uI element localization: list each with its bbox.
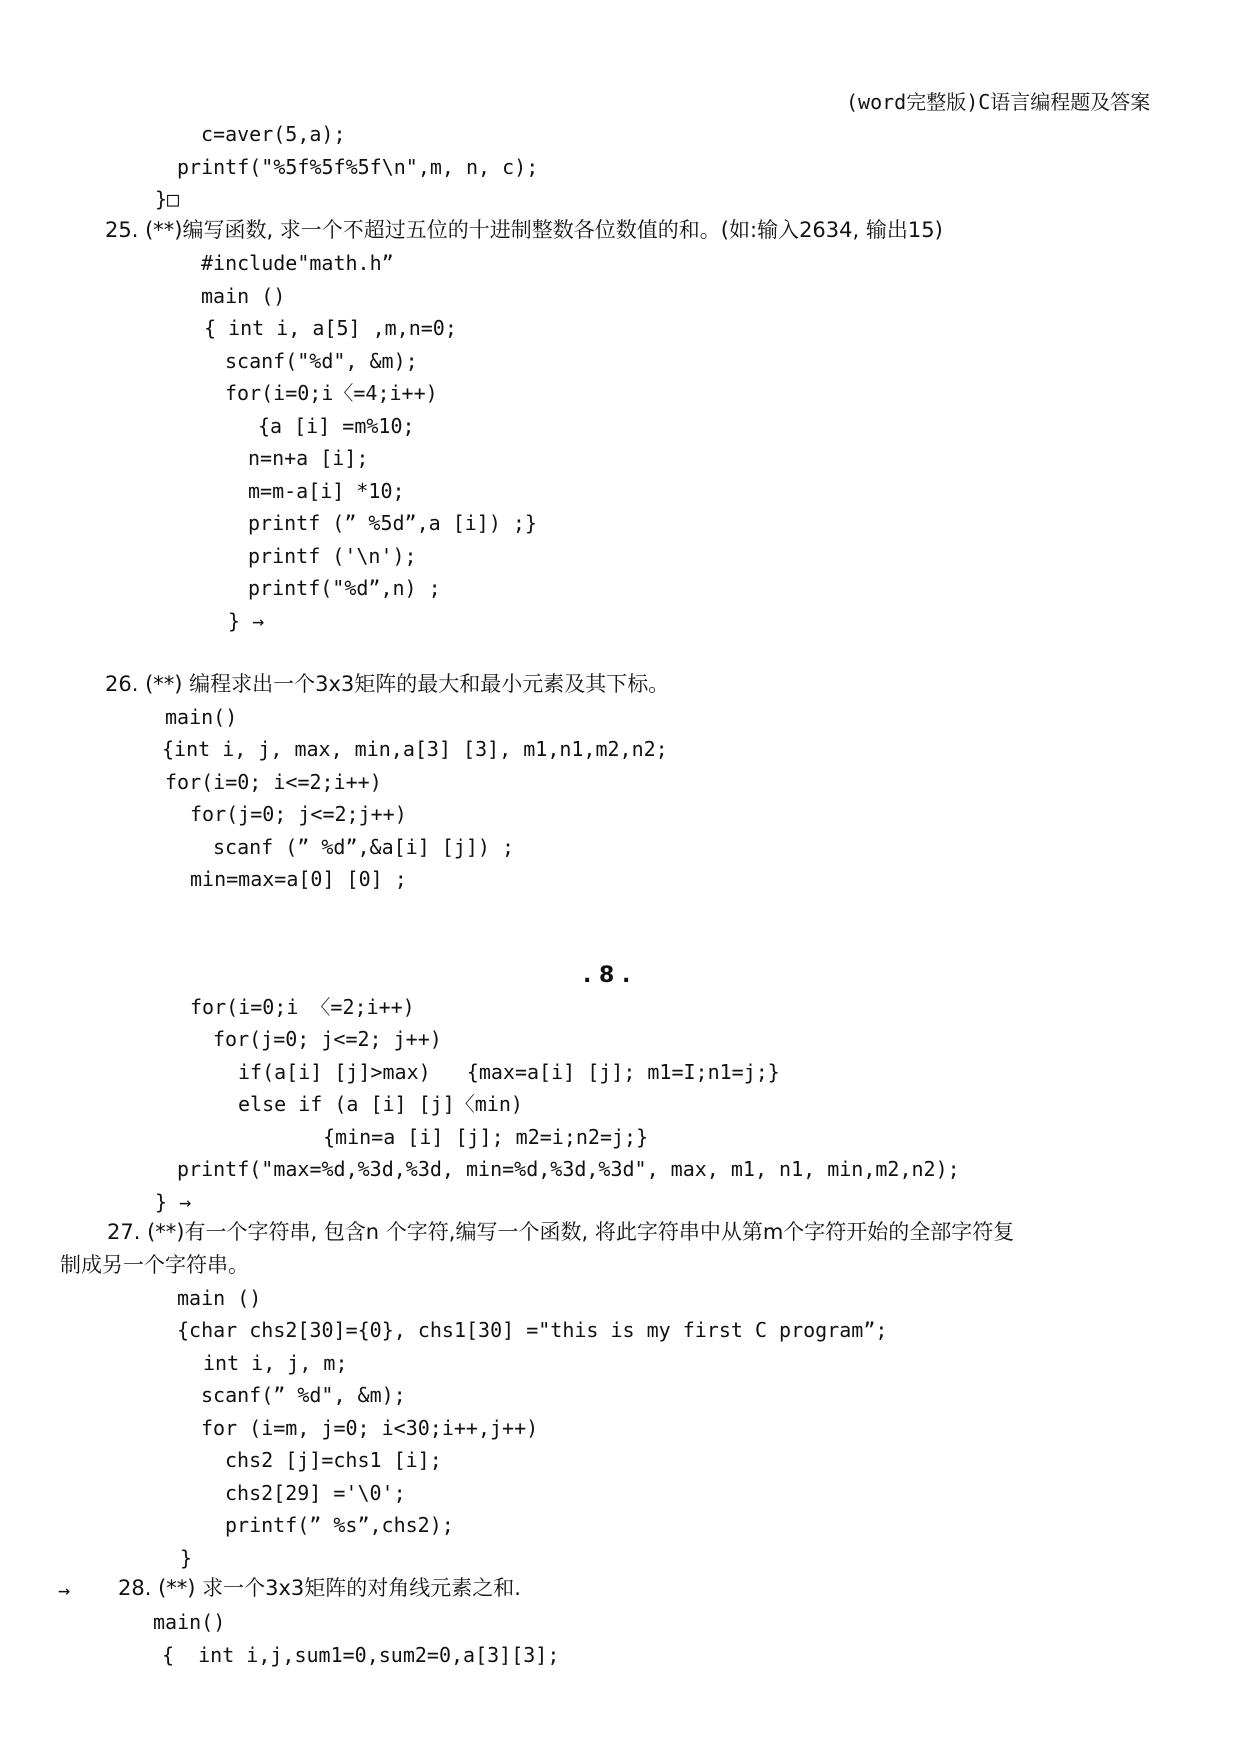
- code-line: main(): [165, 705, 238, 729]
- code-line: main (): [201, 284, 286, 308]
- code-line: scanf (” %d”,&a[i] [j]) ;: [213, 835, 515, 859]
- code-line: printf("%5f%5f%5f\n",m, n, c);: [177, 155, 539, 179]
- code-line: } →: [228, 609, 265, 633]
- code-line: if(a[i] [j]>max) {max=a[i] [j]; m1=I;n1=j;}: [238, 1060, 780, 1084]
- code-line: scanf(” %d", &m);: [201, 1383, 406, 1407]
- code-line: for (i=m, j=0; i<30;i++,j++): [201, 1416, 539, 1440]
- code-line: chs2 [j]=chs1 [i];: [225, 1448, 442, 1472]
- code-line: c=aver(5,a);: [201, 122, 346, 146]
- question-28: 28. (**) 求一个3x3矩阵的对角线元素之和.: [118, 1576, 521, 1600]
- code-line: main (): [177, 1286, 262, 1310]
- code-line: n=n+a [i];: [248, 446, 369, 470]
- code-line: min=max=a[0] [0] ;: [190, 867, 407, 891]
- question-27-line2: 制成另一个字符串。: [60, 1253, 249, 1277]
- code-line: chs2[29] ='\0';: [225, 1481, 406, 1505]
- code-line: scanf("%d", &m);: [225, 349, 418, 373]
- code-line: {int i, j, max, min,a[3] [3], m1,n1,m2,n2;: [162, 737, 668, 761]
- code-line: printf("max=%d,%3d,%3d, min=%d,%3d,%3d", max, m1, n1, min,m2,n2);: [177, 1157, 960, 1181]
- code-line: #include"math.h”: [201, 251, 394, 275]
- code-line: else if (a [i] [j]〈min): [238, 1092, 523, 1116]
- code-line: }□: [155, 187, 180, 211]
- code-line: main(): [153, 1610, 226, 1634]
- arrow-mark: →: [58, 1578, 71, 1602]
- code-line: printf ('\n');: [248, 544, 417, 568]
- code-line: {min=a [i] [j]; m2=i;n2=j;}: [323, 1125, 649, 1149]
- code-line: } →: [155, 1190, 192, 1214]
- code-line: int i, j, m;: [203, 1351, 348, 1375]
- code-line: printf("%d”,n) ;: [248, 576, 441, 600]
- question-26: 26. (**) 编程求出一个3x3矩阵的最大和最小元素及其下标。: [105, 672, 670, 696]
- code-line: printf(” %s”,chs2);: [225, 1513, 454, 1537]
- code-line: for(i=0;i〈=4;i++): [225, 381, 438, 405]
- question-25: 25. (**)编写函数, 求一个不超过五位的十进制整数各位数值的和。(如:输入2634, 输出15): [105, 218, 943, 242]
- code-line: m=m-a[i] *10;: [248, 479, 405, 503]
- code-line: {char chs2[30]={0}, chs1[30] ="this is my first C program”;: [177, 1318, 888, 1342]
- code-line: { int i, a[5] ,m,n=0;: [204, 316, 457, 340]
- code-line: for(i=0; i<=2;i++): [165, 770, 382, 794]
- code-line: {a [i] =m%10;: [258, 414, 415, 438]
- code-line: for(j=0; j<=2; j++): [213, 1027, 442, 1051]
- code-line: for(i=0;i 〈=2;i++): [190, 995, 415, 1019]
- question-27-line1: 27. (**)有一个字符串, 包含n 个字符,编写一个函数, 将此字符串中从第m个字符开始的全部字符复: [107, 1220, 1015, 1244]
- page-number: . 8 .: [583, 963, 631, 988]
- code-line: printf (” %5d”,a [i]) ;}: [248, 511, 537, 535]
- code-line: for(j=0; j<=2;j++): [190, 802, 407, 826]
- code-line: }: [180, 1546, 193, 1570]
- code-line: { int i,j,sum1=0,sum2=0,a[3][3];: [162, 1643, 560, 1667]
- running-header: (word完整版)C语言编程题及答案: [846, 90, 1151, 114]
